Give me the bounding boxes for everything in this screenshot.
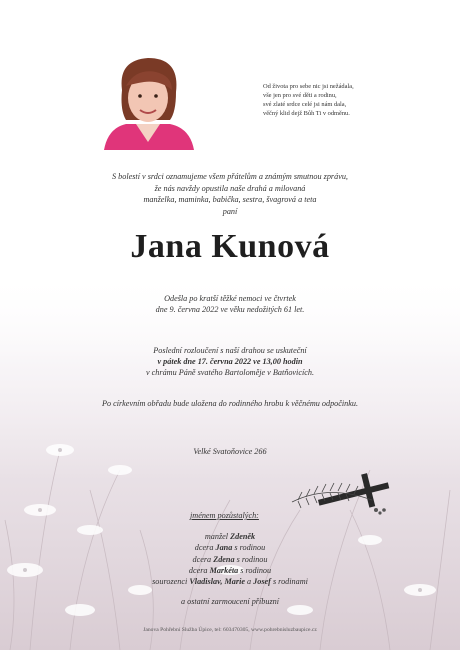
meadow-background [0,270,460,650]
intro-line: paní [222,206,238,216]
family-member [40,565,420,576]
funeral-details [40,345,420,379]
intro-line: že nás navždy opustila naše drahá a milovaná [154,183,306,193]
relation: dcera [188,565,210,575]
member-name: Zdeněk [230,532,256,541]
poem-line: Od života pro sebe nic jsi nežádala, [263,83,354,90]
death-notice [40,293,420,315]
memorial-poem [263,82,443,118]
family-member [40,554,420,565]
funeral-date-text: v pátek dne 17. června 2022 ve 13,00 hodin [157,357,303,367]
poem-line: své zlaté srdce celé jsi nám dala, [263,101,347,108]
funeral-service-footer: Janova Pohřební Služba Úpice, tel: 603470305, www.pohrebnisluzbaupice.cz [143,627,317,633]
relation-suffix: s rodinou [238,565,272,575]
relation: dcera [192,554,214,564]
intro-line: manželka, maminka, babička, sestra, švagrová a teta [143,195,317,205]
relation: manžel [204,532,231,541]
family-member [40,542,420,553]
address: Velké Svatoňovice 266 [193,447,267,456]
funeral-place: v chrámu Páně svatého Bartoloměje v Batňovicích. [145,368,315,378]
relation-suffix: s rodinou [234,554,268,564]
poem-line: věčný klid dejž Bůh Ti v odměnu. [263,110,350,117]
family-member [40,576,420,587]
member-name: Markéta [209,565,239,575]
member-name: Josef [253,577,271,587]
deceased-name: Jana Kunová [130,228,330,265]
death-line: dne 9. června 2022 ve věku nedožitých 61 let. [155,305,305,315]
member-name: Zdena [213,554,235,564]
intro-line: S bolestí v srdci oznamujeme všem přátelům a známým smutnou zprávu, [112,172,348,181]
member-name: Jana [215,543,233,553]
portrait-photo [100,50,196,150]
relation-suffix: s rodinami [270,577,308,587]
death-line: Odešla po kratší těžké nemoci ve čtvrtek [164,294,296,303]
family-list [40,531,420,587]
funeral-date [40,356,420,367]
poem-line: vše jen pro své děti a rodinu, [263,92,337,99]
family-member [40,531,420,542]
other-relatives: a ostatní zarmoucení příbuzní [180,597,280,606]
mourners-heading: jménem pozůstalých: [190,511,259,520]
member-name: Vladislav, Marie [189,577,245,587]
conjunction: a [244,577,254,587]
announcement-intro [40,171,420,217]
funeral-line: Poslední rozloučení s naší drahou se uskuteční [153,346,307,355]
relation-suffix: s rodinou [232,543,266,553]
relation: dcera [194,543,216,553]
relation: sourozenci [152,577,190,587]
burial-note: Po církevním obřadu bude uložena do rodinného hrobu k věčnému odpočinku. [101,399,359,408]
